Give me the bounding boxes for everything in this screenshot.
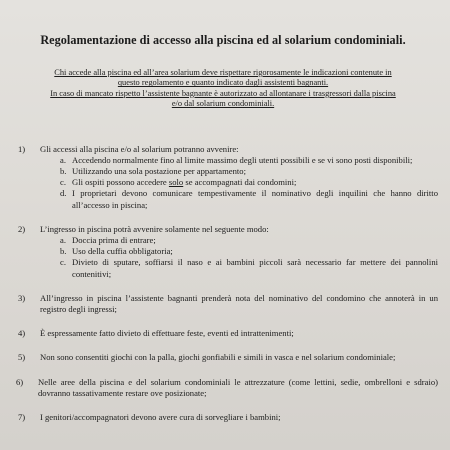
subitem-text: Accedendo normalmente fino al limite massimo degli utenti possibili e se vi sono posti disponibili; (72, 154, 413, 165)
intro-paragraph (8, 68, 438, 110)
subitem-letter: b. (60, 246, 67, 257)
subitem-letter: b. (60, 166, 67, 177)
rule-item-3 (8, 293, 438, 315)
rule-number: 5) (18, 352, 26, 363)
rule-subitem (40, 177, 438, 188)
subitem-text: Divieto di sputare, soffiarsi il naso e ai bambini piccoli sarà necessario far mettere dei pannolini contenitivi; (72, 257, 438, 279)
subitem-letter: c. (60, 257, 66, 268)
intro-line: In caso di mancato rispetto l’assistente bagnante è autorizzato ad allontanare i trasgressori dalla piscina (50, 88, 396, 98)
rule-text: I genitori/accompagnatori devono avere cura di sorvegliare i bambini; (40, 412, 281, 423)
rule-item-6 (8, 377, 438, 399)
document-title: Regolamentazione di accesso alla piscina ed al solarium condominiali. (40, 33, 406, 47)
rule-subitem (40, 257, 438, 279)
rule-subitem (40, 188, 438, 210)
rule-item-1 (8, 144, 438, 211)
rule-subitem (40, 246, 438, 257)
rule-number: 4) (18, 328, 26, 339)
subitem-text: Utilizzando una sola postazione per appartamento; (72, 166, 246, 177)
rule-text: L’ingresso in piscina potrà avvenire solamente nel seguente modo: (40, 223, 269, 234)
subitem-text: Uso della cuffia obbligatoria; (72, 246, 173, 257)
underlined-word: solo (168, 177, 184, 188)
rule-item-7 (8, 412, 438, 423)
rule-item-5 (8, 352, 438, 363)
intro-line: e/o dal solarium condominiali. (171, 99, 275, 109)
rule-number: 1) (18, 143, 26, 154)
rule-number: 6) (16, 376, 24, 387)
subitem-letter: a. (60, 235, 66, 246)
intro-line: Chi accede alla piscina ed all’area solarium deve rispettare rigorosamente le indicazioni contenute in (54, 68, 392, 77)
subitem-text: I proprietari devono comunicare tempestivamente il nominativo degli inquilini che hanno diritto all’accesso in piscina; (72, 188, 438, 210)
rule-number: 7) (18, 412, 26, 423)
rule-subitem (40, 166, 438, 177)
subitem-letter: d. (60, 188, 67, 199)
subitem-text: Doccia prima di entrare; (72, 235, 156, 246)
rule-text: All’ingresso in piscina l’assistente bagnanti prenderà nota del nominativo del condomino che annoterà in un registro degli ingressi; (40, 292, 438, 315)
subitem-text-part: Gli ospiti possono accedere (72, 177, 169, 188)
subitem-letter: a. (60, 154, 66, 165)
subitem-text (72, 177, 438, 188)
rule-subitem (40, 155, 438, 166)
rule-text: Non sono consentiti giochi con la palla, giochi gonfiabili e simili in vasca e nel solarium condominiale; (40, 352, 396, 363)
subitem-letter: c. (60, 177, 66, 188)
subitem-text-part: se accompagnati dai condomini; (183, 177, 297, 188)
intro-line: questo regolamento e quanto indicato dagli assistenti bagnanti. (117, 78, 329, 88)
rules-list (8, 144, 438, 424)
rule-number: 3) (18, 292, 26, 303)
rule-number: 2) (18, 223, 26, 234)
rule-text: Gli accessi alla piscina e/o al solarium potranno avvenire: (40, 143, 239, 154)
rule-text: Nelle aree della piscina e del solarium condominiali le attrezzature (come lettini, sedie, ombrelloni e sdraio) dovranno tassativamente restare ove posizionate; (38, 376, 438, 398)
rule-item-4 (8, 328, 438, 339)
rule-subitem (40, 235, 438, 246)
rule-item-2 (8, 224, 438, 280)
rule-text: È espressamente fatto divieto di effettuare feste, eventi ed intrattenimenti; (40, 328, 294, 339)
